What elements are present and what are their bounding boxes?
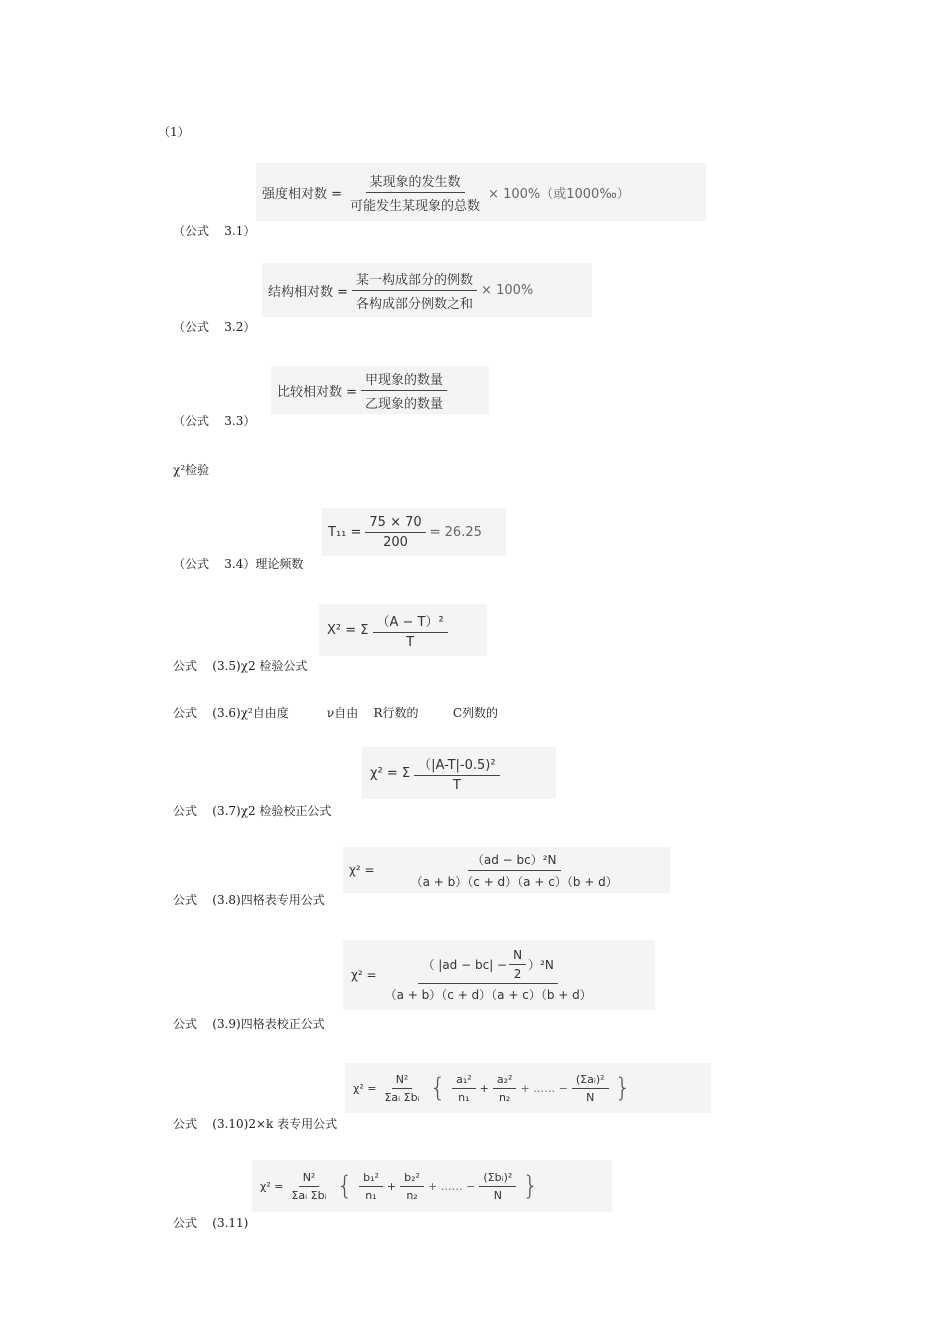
formula-fraction xyxy=(361,369,447,412)
denominator: 各构成部分例数之和 xyxy=(356,296,474,312)
denominator: n₂ xyxy=(406,1188,418,1202)
numerator: （|A-T|-0.5)² xyxy=(414,754,499,776)
caption-3-11: 公式 (3.11) xyxy=(173,1216,249,1230)
left-brace: { xyxy=(336,1171,354,1201)
denominator: n₂ xyxy=(498,1090,511,1104)
formula-lhs: 比较相对数 = xyxy=(277,384,358,400)
n-over-2-fraction xyxy=(509,948,526,981)
formula-3-10 xyxy=(345,1063,711,1113)
formula-lhs: X² = Σ xyxy=(327,622,369,638)
numerator: N² xyxy=(392,1073,413,1089)
formula-lhs: 强度相对数 = xyxy=(262,186,343,202)
formula-3-1 xyxy=(256,163,706,221)
denominator: T xyxy=(406,634,415,650)
formula-fraction xyxy=(365,515,425,550)
term-1 xyxy=(359,1171,383,1202)
formula-lhs: χ² = xyxy=(349,863,375,877)
denominator: Σaᵢ Σbᵢ xyxy=(291,1188,327,1202)
prefactor-fraction xyxy=(380,1073,423,1104)
formula-3-8 xyxy=(343,847,670,893)
formula-3-9 xyxy=(343,940,655,1010)
formula-tail: × 100% xyxy=(481,282,534,298)
formula-lhs: T₁₁ = xyxy=(328,524,362,540)
ellipsis: + …… − xyxy=(520,1081,568,1095)
numerator-part: （ |ad − bc| − xyxy=(422,957,508,972)
formula-lhs: 结构相对数 = xyxy=(268,284,349,300)
denominator: 可能发生某现象的总数 xyxy=(350,198,481,214)
formula-fraction xyxy=(407,851,622,890)
term-2 xyxy=(400,1171,424,1202)
denominator: n₁ xyxy=(365,1188,377,1202)
formula-tail: × 100%（或1000‰） xyxy=(488,186,630,202)
caption-3-4: （公式 3.4）理论频数 xyxy=(173,557,304,571)
denominator: n₁ xyxy=(458,1090,470,1104)
formula-fraction xyxy=(346,171,484,214)
numerator: （A − T）² xyxy=(373,611,448,633)
formula-fraction xyxy=(352,269,477,312)
numerator: 某现象的发生数 xyxy=(366,171,465,193)
caption-3-9: 公式 (3.9)四格表校正公式 xyxy=(173,1017,325,1031)
right-brace: } xyxy=(614,1073,632,1103)
formula-3-11 xyxy=(252,1160,612,1212)
numerator: (Σaᵢ)² xyxy=(572,1073,609,1089)
term-3 xyxy=(572,1073,609,1104)
formula-3-2 xyxy=(262,263,592,317)
numerator: N² xyxy=(299,1171,320,1187)
formula-lhs: χ² = xyxy=(260,1179,284,1193)
formula-3-5 xyxy=(319,604,487,656)
right-brace: } xyxy=(522,1171,539,1201)
caption-3-3: （公式 3.3） xyxy=(173,414,256,428)
formula-3-7 xyxy=(362,747,556,799)
plus-sign: + xyxy=(386,1179,397,1193)
numerator: (Σbᵢ)² xyxy=(479,1171,516,1187)
numerator: a₂² xyxy=(493,1073,517,1089)
formula-lhs: χ² = Σ xyxy=(370,765,411,781)
formula-fraction xyxy=(381,948,596,1003)
numerator-tail: ）²N xyxy=(528,957,554,972)
formula-3-4 xyxy=(322,508,506,556)
formula-lhs: χ² = xyxy=(351,968,377,982)
ellipsis: + …… − xyxy=(427,1179,476,1193)
prefactor-fraction xyxy=(287,1171,330,1202)
formula-fraction xyxy=(373,611,448,650)
denominator: （a + b）（c + d）（a + c）（b + d） xyxy=(384,987,592,1002)
caption-3-1: （公式 3.1） xyxy=(173,224,256,238)
formula-tail: = 26.25 xyxy=(429,524,482,540)
caption-3-7: 公式 (3.7)χ2 检验校正公式 xyxy=(173,804,332,818)
formula-3-3 xyxy=(271,366,489,414)
numerator: a₁² xyxy=(452,1073,476,1089)
inner-denominator: 2 xyxy=(513,966,522,981)
caption-3-8: 公式 (3.8)四格表专用公式 xyxy=(173,893,325,907)
denominator: 200 xyxy=(383,534,408,550)
formula-lhs: χ² = xyxy=(353,1081,377,1095)
caption-3-10: 公式 (3.10)2×k 表专用公式 xyxy=(173,1117,338,1131)
numerator: 某一构成部分的例数 xyxy=(352,269,477,291)
denominator: N xyxy=(493,1188,502,1202)
numerator: 甲现象的数量 xyxy=(361,369,447,391)
denominator: （a + b）（c + d）（a + c）（b + d） xyxy=(410,874,618,889)
denominator: T xyxy=(452,777,461,793)
caption-3-5: 公式 (3.5)χ2 检验公式 xyxy=(173,659,308,673)
term-1 xyxy=(452,1073,476,1104)
denominator: N xyxy=(586,1090,595,1104)
left-brace: { xyxy=(429,1073,447,1103)
denominator: Σaᵢ Σbᵢ xyxy=(384,1090,420,1104)
caption-3-6: 公式 (3.6)χ²自由度 ν自由 R行数的 C列数的 xyxy=(173,706,499,720)
denominator: 乙现象的数量 xyxy=(365,396,444,412)
numerator: b₂² xyxy=(400,1171,424,1187)
term-3 xyxy=(479,1171,516,1202)
term-2 xyxy=(493,1073,517,1104)
inner-numerator: N xyxy=(509,948,526,965)
numerator: （ad − bc）²N xyxy=(468,851,561,871)
caption-3-2: （公式 3.2） xyxy=(173,320,256,334)
numerator: b₁² xyxy=(359,1171,383,1187)
formula-fraction xyxy=(414,754,499,793)
numerator: 75 × 70 xyxy=(365,515,425,533)
plus-sign: + xyxy=(479,1081,489,1095)
numerator xyxy=(418,948,557,984)
chi-square-heading: χ²检验 xyxy=(173,463,210,477)
section-heading: （1） xyxy=(158,125,190,139)
